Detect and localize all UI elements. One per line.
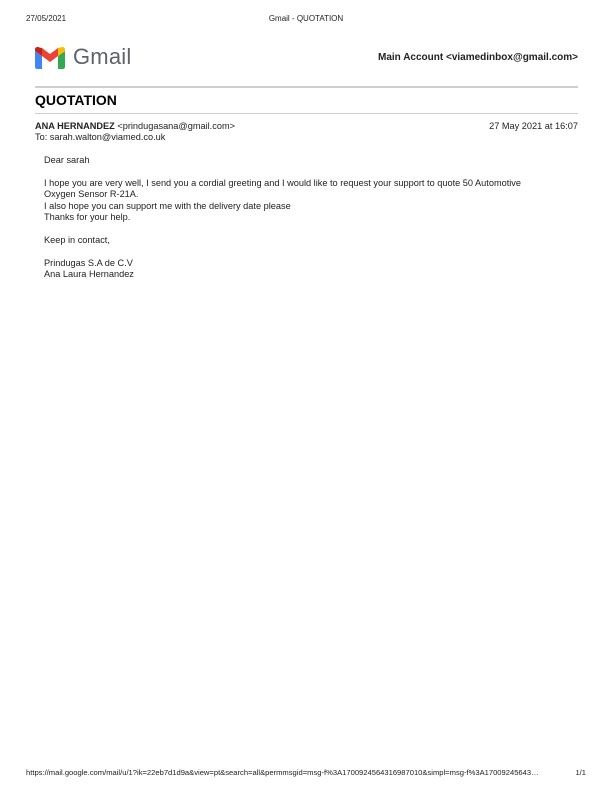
gmail-logo [35,44,131,70]
print-date: 27/05/2021 [26,14,67,23]
body-line: Oxygen Sensor R-21A. [44,189,139,200]
subject-divider [35,113,578,114]
signature-company: Prindugas S.A de C.V [44,257,133,268]
gmail-wordmark: Gmail [73,44,132,69]
header-divider [35,86,578,88]
email-subject: QUOTATION [35,92,117,108]
recipient-line: To: sarah.walton@viamed.co.uk [35,132,166,142]
body-line: Thanks for your help. [44,212,131,223]
sender-email: <prindugasana@gmail.com> [117,121,235,131]
body-spacer [44,246,564,257]
body-line: I also hope you can support me with the delivery date please [44,200,291,211]
print-footer-page: 1/1 [575,768,586,777]
body-greeting: Dear sarah [44,155,90,165]
body-spacer [44,223,564,234]
account-label: Main Account <viamedinbox@gmail.com> [378,52,578,63]
body-line: I hope you are very well, I send you a cordial greeting and I would like to request your support to quote 50 Automotive [44,177,522,188]
gmail-m-icon [35,46,65,69]
print-footer-url: https://mail.google.com/mail/u/1?ik=22eb7d1d9a&view=pt&search=all&permmsgid=msg-f%3A1700924564316987010&simpl=msg-f%3A17009245643… [26,768,539,777]
message-date: 27 May 2021 at 16:07 [489,121,578,131]
signature-name: Ana Laura Hernandez [44,269,134,280]
print-header [0,14,612,26]
sender-name: ANA HERNANDEZ [35,121,115,131]
print-title: Gmail - QUOTATION [268,14,344,23]
message-body [44,155,564,280]
message-meta [35,121,578,131]
body-closing: Keep in contact, [44,234,110,245]
body-spacer [44,166,564,177]
